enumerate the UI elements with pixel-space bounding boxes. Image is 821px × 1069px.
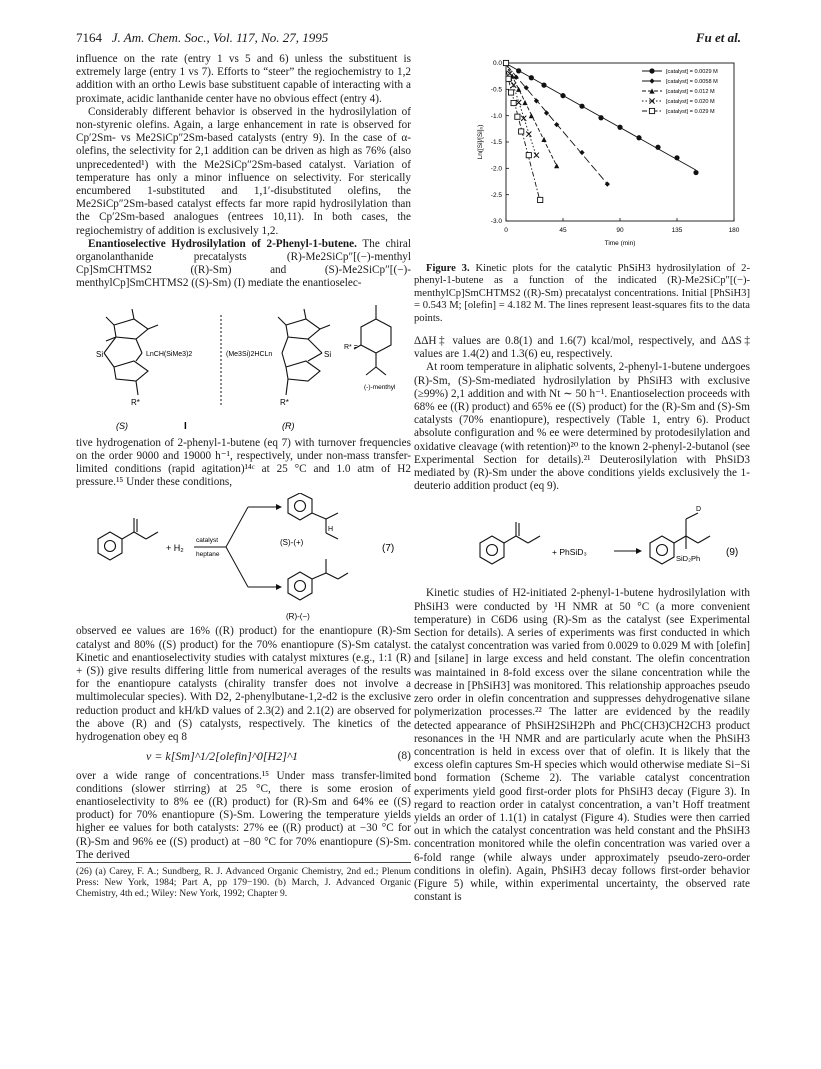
equation-8 [76,750,411,763]
x-tick-label: 90 [616,227,624,234]
data-point [503,60,508,65]
h-label: H [328,526,334,534]
r-star-right: R* [280,397,289,407]
data-point [649,78,654,83]
y-tick-label: 0.0 [492,60,502,68]
legend-label: [catalyst] = 0.0058 M [666,79,718,86]
data-point [617,125,622,130]
menthyl-label: (-)-menthyl [364,383,396,391]
left-column [76,53,411,899]
data-point [516,68,521,73]
heptane-label: heptane [196,551,220,559]
paragraph-text: The chiral organolanthanide precatalysts (R)-Me2SiCp″[(−)-menthyl Cp]SmCHTMS2 ((R)-Sm) and (S)-Me2SiCp″[(−)-menthylCp]SmCHTMS2 ((S)-Sm) (I) mediate the enantioselec- [76,237,411,290]
label-R: (R) [282,420,295,431]
data-point [515,114,520,119]
right-column [414,53,750,904]
data-point [579,150,584,155]
data-point [534,153,539,158]
y-tick-label: -3.0 [490,218,502,226]
data-point [649,108,654,113]
paragraph: observed ee values are 16% ((R) product) for the enantiopure (R)-Sm catalyst and 80% ((S) product) for the 70% enantiopure (S)-Sm catalyst. Kinetic and enantioselectivity studies with catalyst mixtures (e.g., 1:1 (R) + (S)) give results differing little from numerical averages of the results for the enantiopure catalysts (chirality transfer does not involve a multimolecular species). With D2, 2-phenylbutane-1,2-d2 is the exclusive reduction product and kH/kD values of 2.3(2) and 2.1(2) are observed for the above (R) and (S) catalysts, respectively. The kinetics of the hydrogenation obey eq 8 [76,625,411,744]
equation-9-drawing [414,497,750,587]
legend-label: [catalyst] = 0.0029 M [666,69,718,76]
label-S: (S) [116,420,128,431]
label-I: I [184,420,187,432]
data-point [649,68,654,73]
r-star-left: R* [131,397,140,407]
data-point [516,87,521,92]
data-point [655,145,660,150]
x-tick-label: 180 [728,227,740,234]
me3si-label: (Me3Si)2HCLn [226,350,273,358]
paragraph: At room temperature in aliphatic solvents, 2-phenyl-1-butene undergoes (R)-Sm, (S)-Sm-mediated hydrosilylation by PhSiH3 with exclusive (≥99%) 2,1 addition and with Nt ∼ 50 h⁻¹. Enantioselection proceeds with 68% ee ((R) product) and 65% ee ((S) product) for the (R)-Sm and (S)-Sm catalysts (70% enantiopure), respectively (Table 1, entry 6). Product absolute configuration and % ee were determined by protodesilylation and oxidative cleavage (with retention)²⁰ to the known 2-phenyl-2-butanol (see Experimental Section for details).²¹ Deuterosilylation with PhSiD3 mediated by (R)-Sm under the above conditions yields exclusively the 1-deuterio addition product (eq 9). [414,361,750,493]
section-run-in-heading: Enantioselective Hydrosilylation of 2-Phenyl-1-butene. [88,237,357,250]
eq8-formula: ν = k[Sm]^1/2[olefin]^0[H2]^1 [146,749,298,764]
running-header-left [76,30,328,46]
data-point [526,132,531,137]
y-tick-label: -1.0 [490,112,502,120]
legend-label: [catalyst] = 0.029 M [666,109,715,116]
figure-3-chart [414,53,750,263]
data-point [538,197,543,202]
structure-I [76,297,411,437]
eq7-number: (7) [382,543,395,555]
data-point [693,170,698,175]
data-point [511,100,516,105]
data-point [636,135,641,140]
lnch-label: LnCH(SiMe3)2 [146,350,193,358]
data-point [598,115,603,120]
y-tick-label: -2.5 [490,191,502,199]
data-point [519,129,524,134]
figure-3-caption-text: Kinetic plots for the catalytic PhSiH3 hydrosilylation of 2-phenyl-1-butene as a function of the indicated (R)-Me2SiCp″[(−)-menthylCp]SmCHTMS2 ((R)-Sm) precatalyst concentrations. Initial [PhSiH3] = 0.543 M; [olefin] = 4.182 M. The lines represent least-squares fits to the data points. [414,263,750,324]
footnote-26: (26) (a) Carey, F. A.; Sundberg, R. J. Advanced Organic Chemistry, 2nd ed.; Plenum Press: New York, 1984; Part A, pp 179−190. (b) March, J. Advanced Organic Chemistry, 4th ed.; Wiley: New York, 1992; Chapter 9. [76,862,411,899]
equation-9 [414,497,750,587]
x-tick-label: 135 [671,227,683,234]
d-label: D [696,506,702,514]
y-tick-label: -2.0 [490,165,502,173]
figure-3-label: Figure 3. [426,263,470,274]
paragraph: tive hydrogenation of 2-phenyl-1-butene (eq 7) with turnover frequencies on the order 9000 and 19000 h⁻¹, respectively, under non-mass transfer-limited conditions (rapid agitation)¹⁴ᶜ at 25 °C and 1.0 atm of H2 pressure.¹⁵ Under these conditions, [76,436,411,489]
x-axis-label: Time (min) [604,240,636,247]
legend-label: [catalyst] = 0.020 M [666,99,715,106]
data-point [508,90,513,95]
paragraph: Considerably different behavior is observed in the hydrosilylation of non-styrenic olefins. Again, a large enhancement in rate is observed for Cp′2Sm- vs Me2SiCp″2Sm-based catalysts (entry 9). In the case of α-olefins, the selectivity for 2,1 addition can be driven as high as 76% (also unprecedented¹) with the Me2SiCp″2Sm-based catalyst. Variation of temperature has only a minor influence on selectivity. For sterically encumbered 1-substituted and 1,1′-disubstituted olefins, the Me2SiCp″2Sm-based catalyst effects far more rapid hydrosilylation than the Cp′2Sm-based analogues (entrees 10,11). In both cases, the regiochemistry of addition is exclusively 1,2. [76,105,411,237]
equation-7 [76,493,411,625]
data-point [579,104,584,109]
equation-7-drawing [76,493,411,625]
si-left-label: Si [96,349,104,359]
plus-h2: + H₂ [166,543,184,554]
r-product-label: (R)-(−) [286,612,310,622]
eq8-number: (8) [397,750,411,763]
y-tick-label: -0.5 [490,86,502,94]
journal-citation: J. Am. Chem. Soc., Vol. 117, No. 27, 1995 [111,30,329,45]
data-point [522,100,527,105]
paragraph: influence on the rate (entry 1 vs 5 and 6) unless the substituent is extremely large (entry 1 vs 7). Efforts to “steer” the regiochemistry to 1,2 addition with an ortho Lewis base substituent capable of interacting with a proximate, acidic lanthanide center have no obvious effect (entry 4). [76,53,411,105]
data-point [529,75,534,80]
y-tick-label: -1.5 [490,139,502,147]
data-point [541,137,546,142]
r-star-equals: R* = [344,343,358,351]
eq9-number: (9) [726,547,739,559]
data-point [554,163,559,168]
si-right-label: Si [324,349,332,359]
data-point [674,155,679,160]
paragraph [76,238,411,291]
figure-3-caption [414,263,750,325]
sid2ph-label: SiD₂Ph [676,554,701,564]
s-product-label: (S)-(+) [280,538,304,548]
legend-label: [catalyst] = 0.012 M [666,89,715,96]
running-header-authors: Fu et al. [695,30,741,45]
data-point [529,113,534,118]
data-point [544,110,549,115]
paragraph: ΔΔH‡ values are 0.8(1) and 1.6(7) kcal/mol, respectively, and ΔΔS‡ values are 1.4(2) and 1.3(6) eu, respectively. [414,335,750,361]
paragraph: Kinetic studies of H2-initiated 2-phenyl-1-butene hydrosilylation with PhSiH3 were conducted by ¹H NMR at 50 °C (a more convenient temperature) in C6D6 using (R)-Sm as the catalyst (see Experimental Section for details). A series of experiments was first conducted in which the catalyst concentration was varied from 0.0029 to 0.029 M with [olefin] and [silane] in large excess and held constant. The olefin concentration was maintained in 8-fold excess over the silane concentration while the decrease in [PhSiH3] was monitored. This relationship approaches pseudo zero order in olefin concentration and suppresses dehydrogenative silane polymerization processes.²² The latter are evidenced by the readily detected appearance of PhSiH2SiH2Ph and PhC(CH3)CH2CH3 product resonances in the ¹H NMR and are particularly acute when the PhSiH3 concentration is held in excess over that of olefin. It is likely that the excess olefin captures Sm-H species which would otherwise mediate Si−Si bond formation (Scheme 2). The variable catalyst concentration experiments yield good first-order plots for PhSiH3 decay (Figure 3). In regard to reaction order in catalyst concentration, a van’t Hoff treatment yields an order of 1.1(1) in catalyst (Figure 4). Studies were then carried out in which the catalyst concentration was held constant and the PhSiH3 concentration monitored while the olefin concentration was varied over a 6-fold range (while always under approximately pseudo-zero-order conditions in olefin). Again, PhSiH3 decay follows first-order behavior (Figure 5) while, within experimental uncertainty, the observed rate constant is [414,587,750,904]
structure-I-drawing [76,297,411,437]
x-tick-label: 0 [504,227,508,234]
data-point [526,153,531,158]
catalyst-label: catalyst [196,537,219,545]
data-point [506,76,511,81]
data-point [560,93,565,98]
figure-3-plot [414,53,750,263]
x-tick-label: 45 [559,227,567,234]
y-axis-label: Ln([Si]/[Si]₀) [477,124,484,160]
data-point [541,83,546,88]
data-point [516,100,521,105]
paragraph: over a wide range of concentrations.¹⁵ Under mass transfer-limited conditions (slower stirring) at 25 °C, there is some erosion of enantioselectivity to 8% ee ((R) product) for (R)-Sm and 64% ee ((S) product) for 70% enantiopure (S)-Sm. Lowering the temperature yields higher ee values for both catalysts: 27% ee ((R) product) at −30 °C for (R)-Sm and 96% ee ((S) product) at −80 °C for 70% enantiopure (S)-Sm. The derived [76,769,411,861]
page-number: 7164 [76,30,102,45]
phsid3-reagent: + PhSiD₃ [552,547,587,558]
